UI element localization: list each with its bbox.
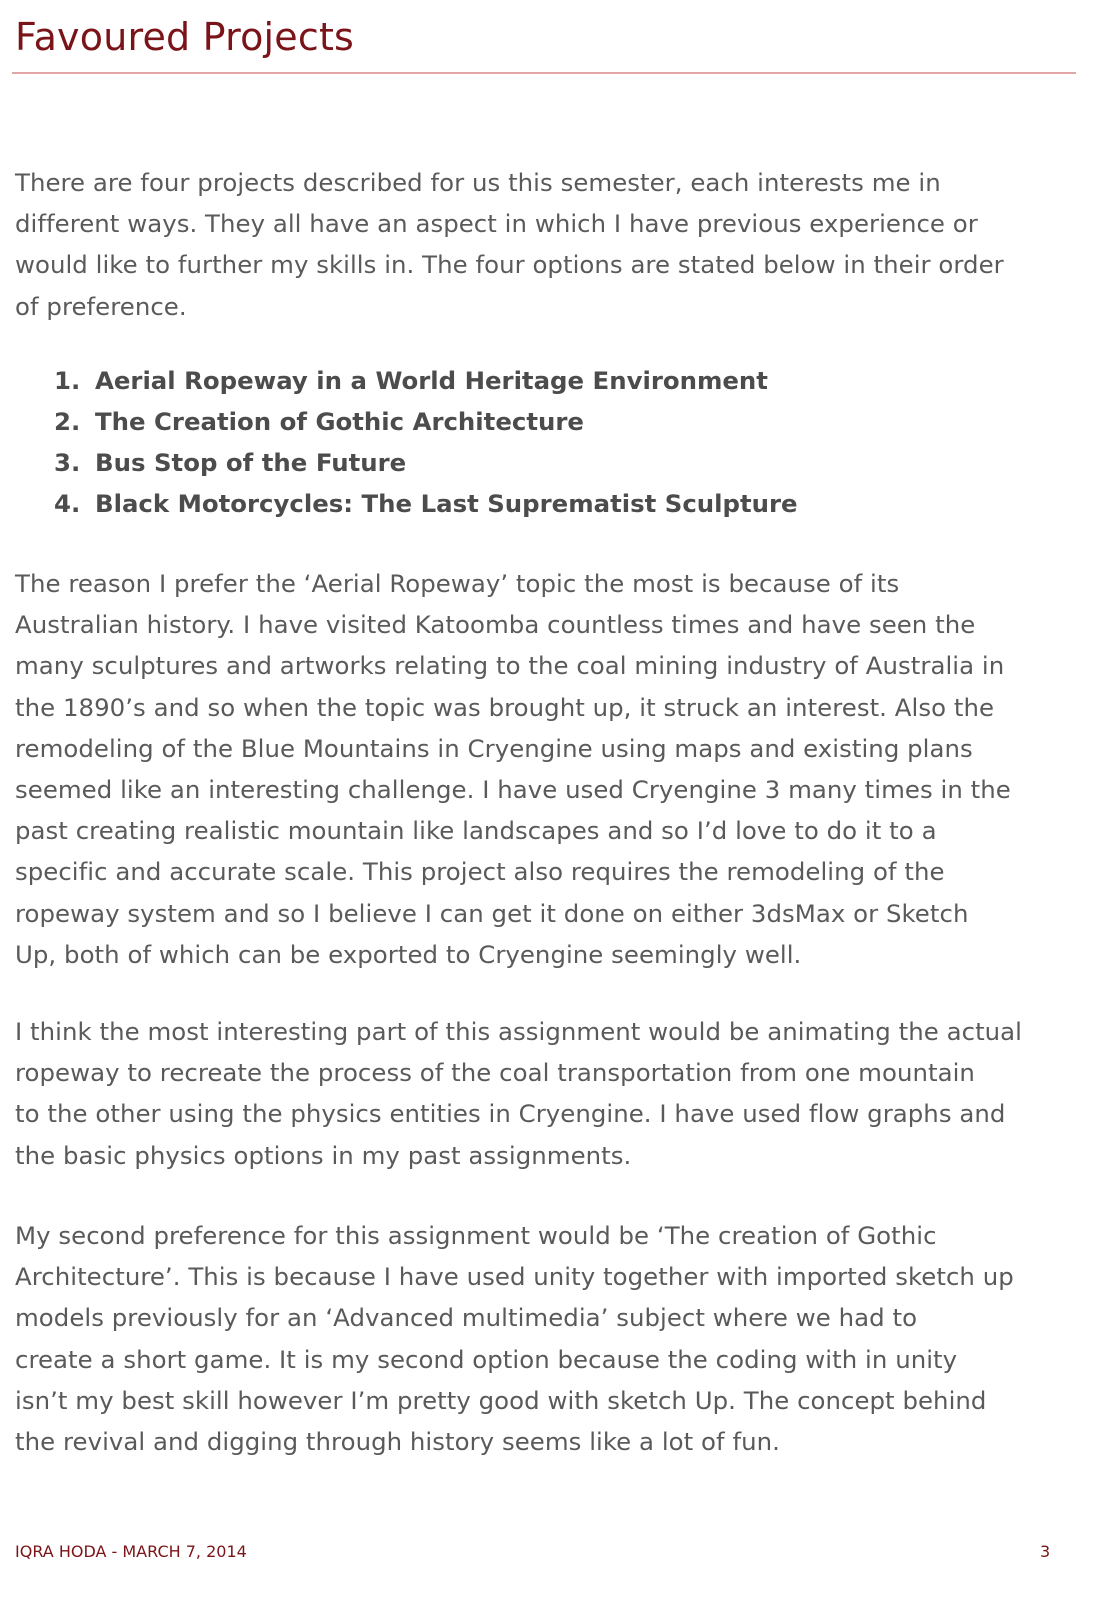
list-number: 1. <box>54 366 81 395</box>
list-label: Black Motorcycles: The Last Suprematist Sculpture <box>95 489 798 518</box>
ropeway-reason-paragraph <box>15 563 1095 975</box>
list-number: 2. <box>54 407 81 436</box>
text-line: remodeling of the Blue Mountains in Cryengine using maps and existing plans <box>15 733 973 763</box>
text-line: the 1890’s and so when the topic was brought up, it struck an interest. Also the <box>15 692 995 722</box>
text-line: past creating realistic mountain like landscapes and so I’d love to do it to a <box>15 816 937 846</box>
list-item <box>54 442 798 483</box>
list-item <box>54 483 798 524</box>
text-line: isn’t my best skill however I’m pretty good with sketch Up. The concept behind <box>15 1385 987 1415</box>
list-number: 3. <box>54 448 81 477</box>
text-line: of preference. <box>15 291 187 321</box>
page-number: 3 <box>1040 1542 1051 1561</box>
text-line: to the other using the physics entities in Cryengine. I have used flow graphs and <box>15 1099 1006 1129</box>
text-line: Up, both of which can be exported to Cryengine seemingly well. <box>15 939 802 969</box>
list-label: Aerial Ropeway in a World Heritage Environment <box>95 366 768 395</box>
text-line: seemed like an interesting challenge. I have used Cryengine 3 many times in the <box>15 775 1011 805</box>
second-preference-paragraph <box>15 1215 1095 1462</box>
text-line: specific and accurate scale. This project also requires the remodeling of the <box>15 857 945 887</box>
text-line: The reason I prefer the ‘Aerial Ropeway’ topic the most is because of its <box>15 569 900 598</box>
text-line: Australian history. I have visited Katoomba countless times and have seen the <box>15 610 976 640</box>
list-label: Bus Stop of the Future <box>95 448 407 477</box>
text-line: Architecture’. This is because I have used unity together with imported sketch up <box>15 1262 1014 1292</box>
text-line: My second preference for this assignment would be ‘The creation of Gothic <box>15 1221 937 1250</box>
text-line: many sculptures and artworks relating to the coal mining industry of Australia in <box>15 651 1005 681</box>
list-number: 4. <box>54 489 81 518</box>
text-line: There are four projects described for us this semester, each interests me in <box>15 168 941 197</box>
text-line: different ways. They all have an aspect in which I have previous experience or <box>15 209 978 239</box>
text-line: models previously for an ‘Advanced multimedia’ subject where we had to <box>15 1303 918 1333</box>
preference-list <box>54 360 798 524</box>
text-line: the basic physics options in my past assignments. <box>15 1140 632 1170</box>
text-line: ropeway to recreate the process of the coal transportation from one mountain <box>15 1058 975 1088</box>
text-line: the revival and digging through history seems like a lot of fun. <box>15 1427 780 1457</box>
animation-interest-paragraph <box>15 1011 1095 1176</box>
intro-paragraph <box>15 162 1095 327</box>
text-line: would like to further my skills in. The four options are stated below in their order <box>15 250 1004 280</box>
text-line: ropeway system and so I believe I can get it done on either 3dsMax or Sketch <box>15 898 969 928</box>
list-label: The Creation of Gothic Architecture <box>95 407 584 436</box>
list-item <box>54 360 798 401</box>
text-line: create a short game. It is my second option because the coding with in unity <box>15 1344 958 1374</box>
text-line: I think the most interesting part of this assignment would be animating the actual <box>15 1017 1023 1046</box>
footer-author-date: IQRA HODA - MARCH 7, 2014 <box>15 1542 247 1561</box>
list-item <box>54 401 798 442</box>
title-divider <box>12 72 1076 74</box>
page-title: Favoured Projects <box>15 15 355 59</box>
